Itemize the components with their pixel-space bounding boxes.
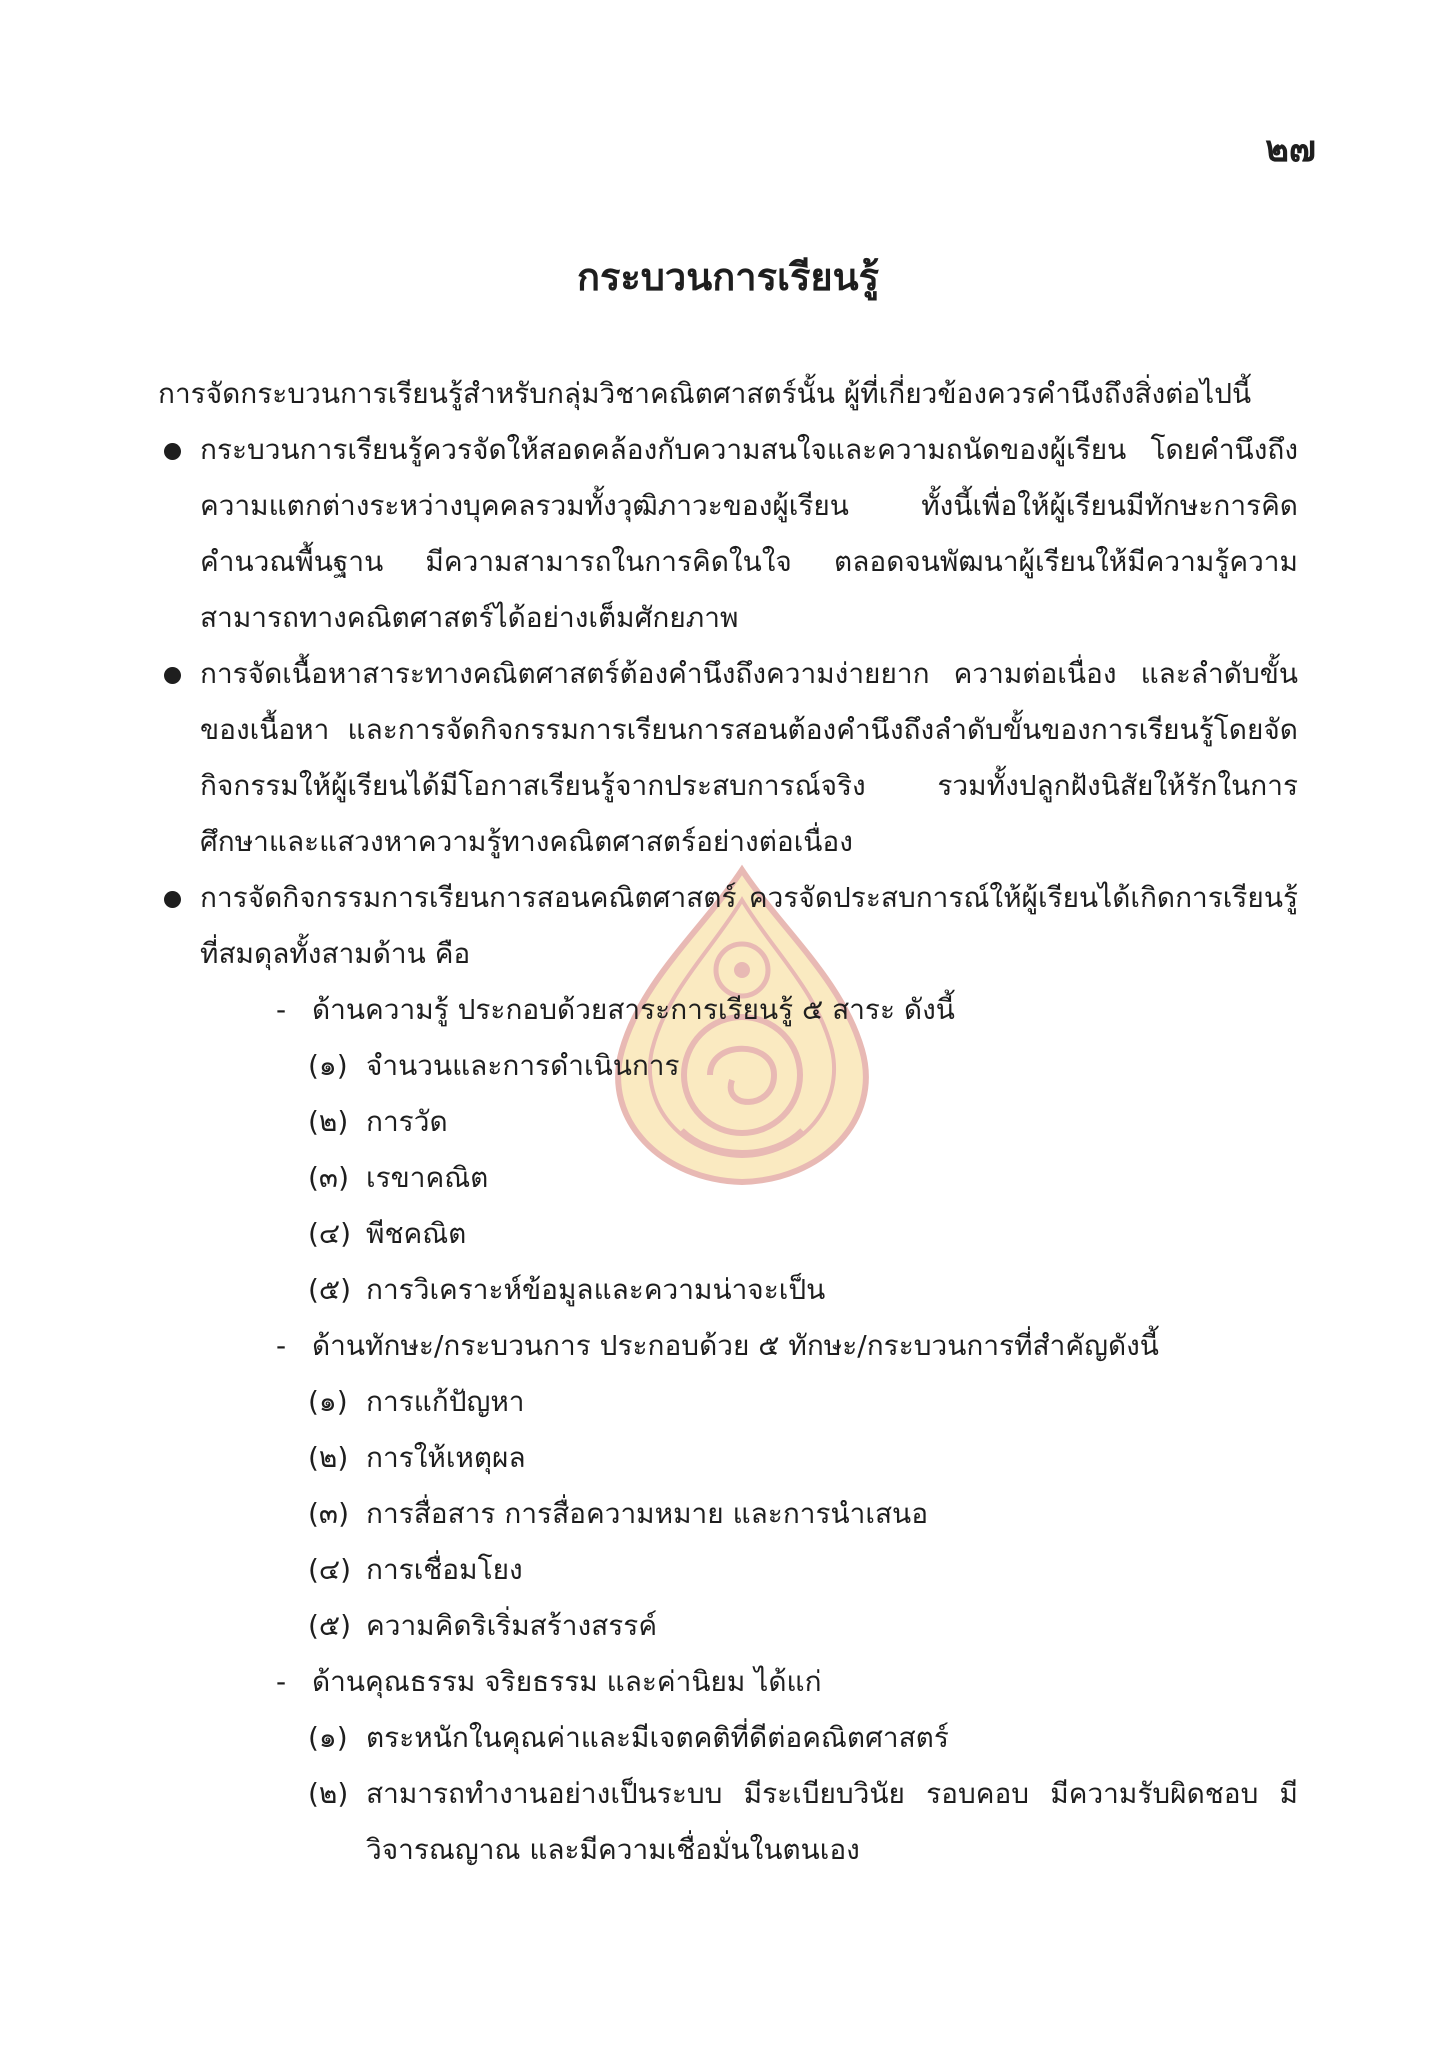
bullet-item (158, 870, 1298, 982)
section-heading (158, 1318, 1298, 1374)
item-number: (๓) (308, 1497, 349, 1530)
bullet-text: การจัดกิจกรรมการเรียนการสอนคณิตศาสตร์ ควรจัดประสบการณ์ให้ผู้เรียนได้เกิดการเรียนรู้ที่สมดุลทั้งสามด้าน คือ (200, 881, 1298, 970)
item-text: การสื่อสาร การสื่อความหมาย และการนำเสนอ (366, 1497, 929, 1530)
page-title: กระบวนการเรียนรู้ (576, 255, 880, 299)
item-number: (๒) (308, 1105, 349, 1138)
item-number: (๕) (308, 1273, 352, 1306)
item-number: (๒) (308, 1441, 349, 1474)
dash-marker: - (276, 1665, 287, 1698)
item-number: (๓) (308, 1161, 349, 1194)
bullet-item (158, 646, 1298, 870)
intro-paragraph: การจัดกระบวนการเรียนรู้สำหรับกลุ่มวิชาคณิตศาสตร์นั้น ผู้ที่เกี่ยวข้องควรคำนึงถึงสิ่งต่อไปนี้ (158, 377, 1252, 410)
item-text: การวัด (366, 1105, 448, 1138)
list-item (158, 1430, 1298, 1486)
section-heading-text: ด้านทักษะ/กระบวนการ ประกอบด้วย ๕ ทักษะ/กระบวนการที่สำคัญดังนี้ (312, 1329, 1159, 1362)
bullet-text: กระบวนการเรียนรู้ควรจัดให้สอดคล้องกับความสนใจและความถนัดของผู้เรียน โดยคำนึงถึงความแตกต่างระหว่างบุคคลรวมทั้งวุฒิภาวะของผู้เรียน ทั้งนี้เพื่อให้ผู้เรียนมีทักษะการคิดคำนวณพื้นฐาน มีความสามารถในการคิดในใจ ตลอดจนพัฒนาผู้เรียนให้มีความรู้ความสามารถทางคณิตศาสตร์ได้อย่างเต็มศักยภาพ (200, 433, 1298, 634)
section-heading-text: ด้านคุณธรรม จริยธรรม และค่านิยม ได้แก่ (312, 1665, 822, 1698)
item-text: พีชคณิต (366, 1217, 467, 1250)
document-body (158, 366, 1298, 1878)
item-text: การวิเคราะห์ข้อมูลและความน่าจะเป็น (366, 1273, 826, 1306)
item-number: (๔) (308, 1553, 352, 1586)
dash-marker: - (276, 1329, 287, 1362)
list-item (158, 1766, 1298, 1878)
list-item (158, 1150, 1298, 1206)
item-number: (๒) (308, 1777, 349, 1810)
item-number: (๕) (308, 1609, 352, 1642)
list-item (158, 1206, 1298, 1262)
dash-marker: - (276, 993, 287, 1026)
section-heading (158, 982, 1298, 1038)
list-item (158, 1710, 1298, 1766)
section-heading-text: ด้านความรู้ ประกอบด้วยสาระการเรียนรู้ ๕ สาระ ดังนี้ (312, 993, 955, 1026)
item-text: ความคิดริเริ่มสร้างสรรค์ (366, 1609, 658, 1642)
section-heading (158, 1654, 1298, 1710)
page-number: ๒๗ (1265, 129, 1316, 170)
item-text: ตระหนักในคุณค่าและมีเจตคติที่ดีต่อคณิตศาสตร์ (366, 1721, 949, 1754)
item-text: จำนวนและการดำเนินการ (366, 1049, 680, 1082)
item-text: เรขาคณิต (366, 1161, 489, 1194)
item-text: การแก้ปัญหา (366, 1385, 525, 1418)
list-item (158, 1374, 1298, 1430)
item-text: การเชื่อมโยง (366, 1553, 523, 1586)
bullet-item (158, 422, 1298, 646)
item-number: (๑) (308, 1049, 348, 1082)
item-number: (๔) (308, 1217, 352, 1250)
item-number: (๑) (308, 1721, 348, 1754)
item-text: สามารถทำงานอย่างเป็นระบบ มีระเบียบวินัย รอบคอบ มีความรับผิดชอบ มีวิจารณญาณ และมีความเชื่อมั่นในตนเอง (366, 1777, 1298, 1866)
bullet-text: การจัดเนื้อหาสาระทางคณิตศาสตร์ต้องคำนึงถึงความง่ายยาก ความต่อเนื่อง และลำดับขั้นของเนื้อหา และการจัดกิจกรรมการเรียนการสอนต้องคำนึงถึงลำดับขั้นของการเรียนรู้โดยจัดกิจกรรมให้ผู้เรียนได้มีโอกาสเรียนรู้จากประสบการณ์จริง รวมทั้งปลูกฝังนิสัยให้รักในการศึกษาและแสวงหาความรู้ทางคณิตศาสตร์อย่างต่อเนื่อง (200, 657, 1298, 858)
list-item (158, 1486, 1298, 1542)
list-item (158, 1598, 1298, 1654)
item-text: การให้เหตุผล (366, 1441, 526, 1474)
list-item (158, 1038, 1298, 1094)
list-item (158, 1262, 1298, 1318)
list-item (158, 1542, 1298, 1598)
list-item (158, 1094, 1298, 1150)
item-number: (๑) (308, 1385, 348, 1418)
